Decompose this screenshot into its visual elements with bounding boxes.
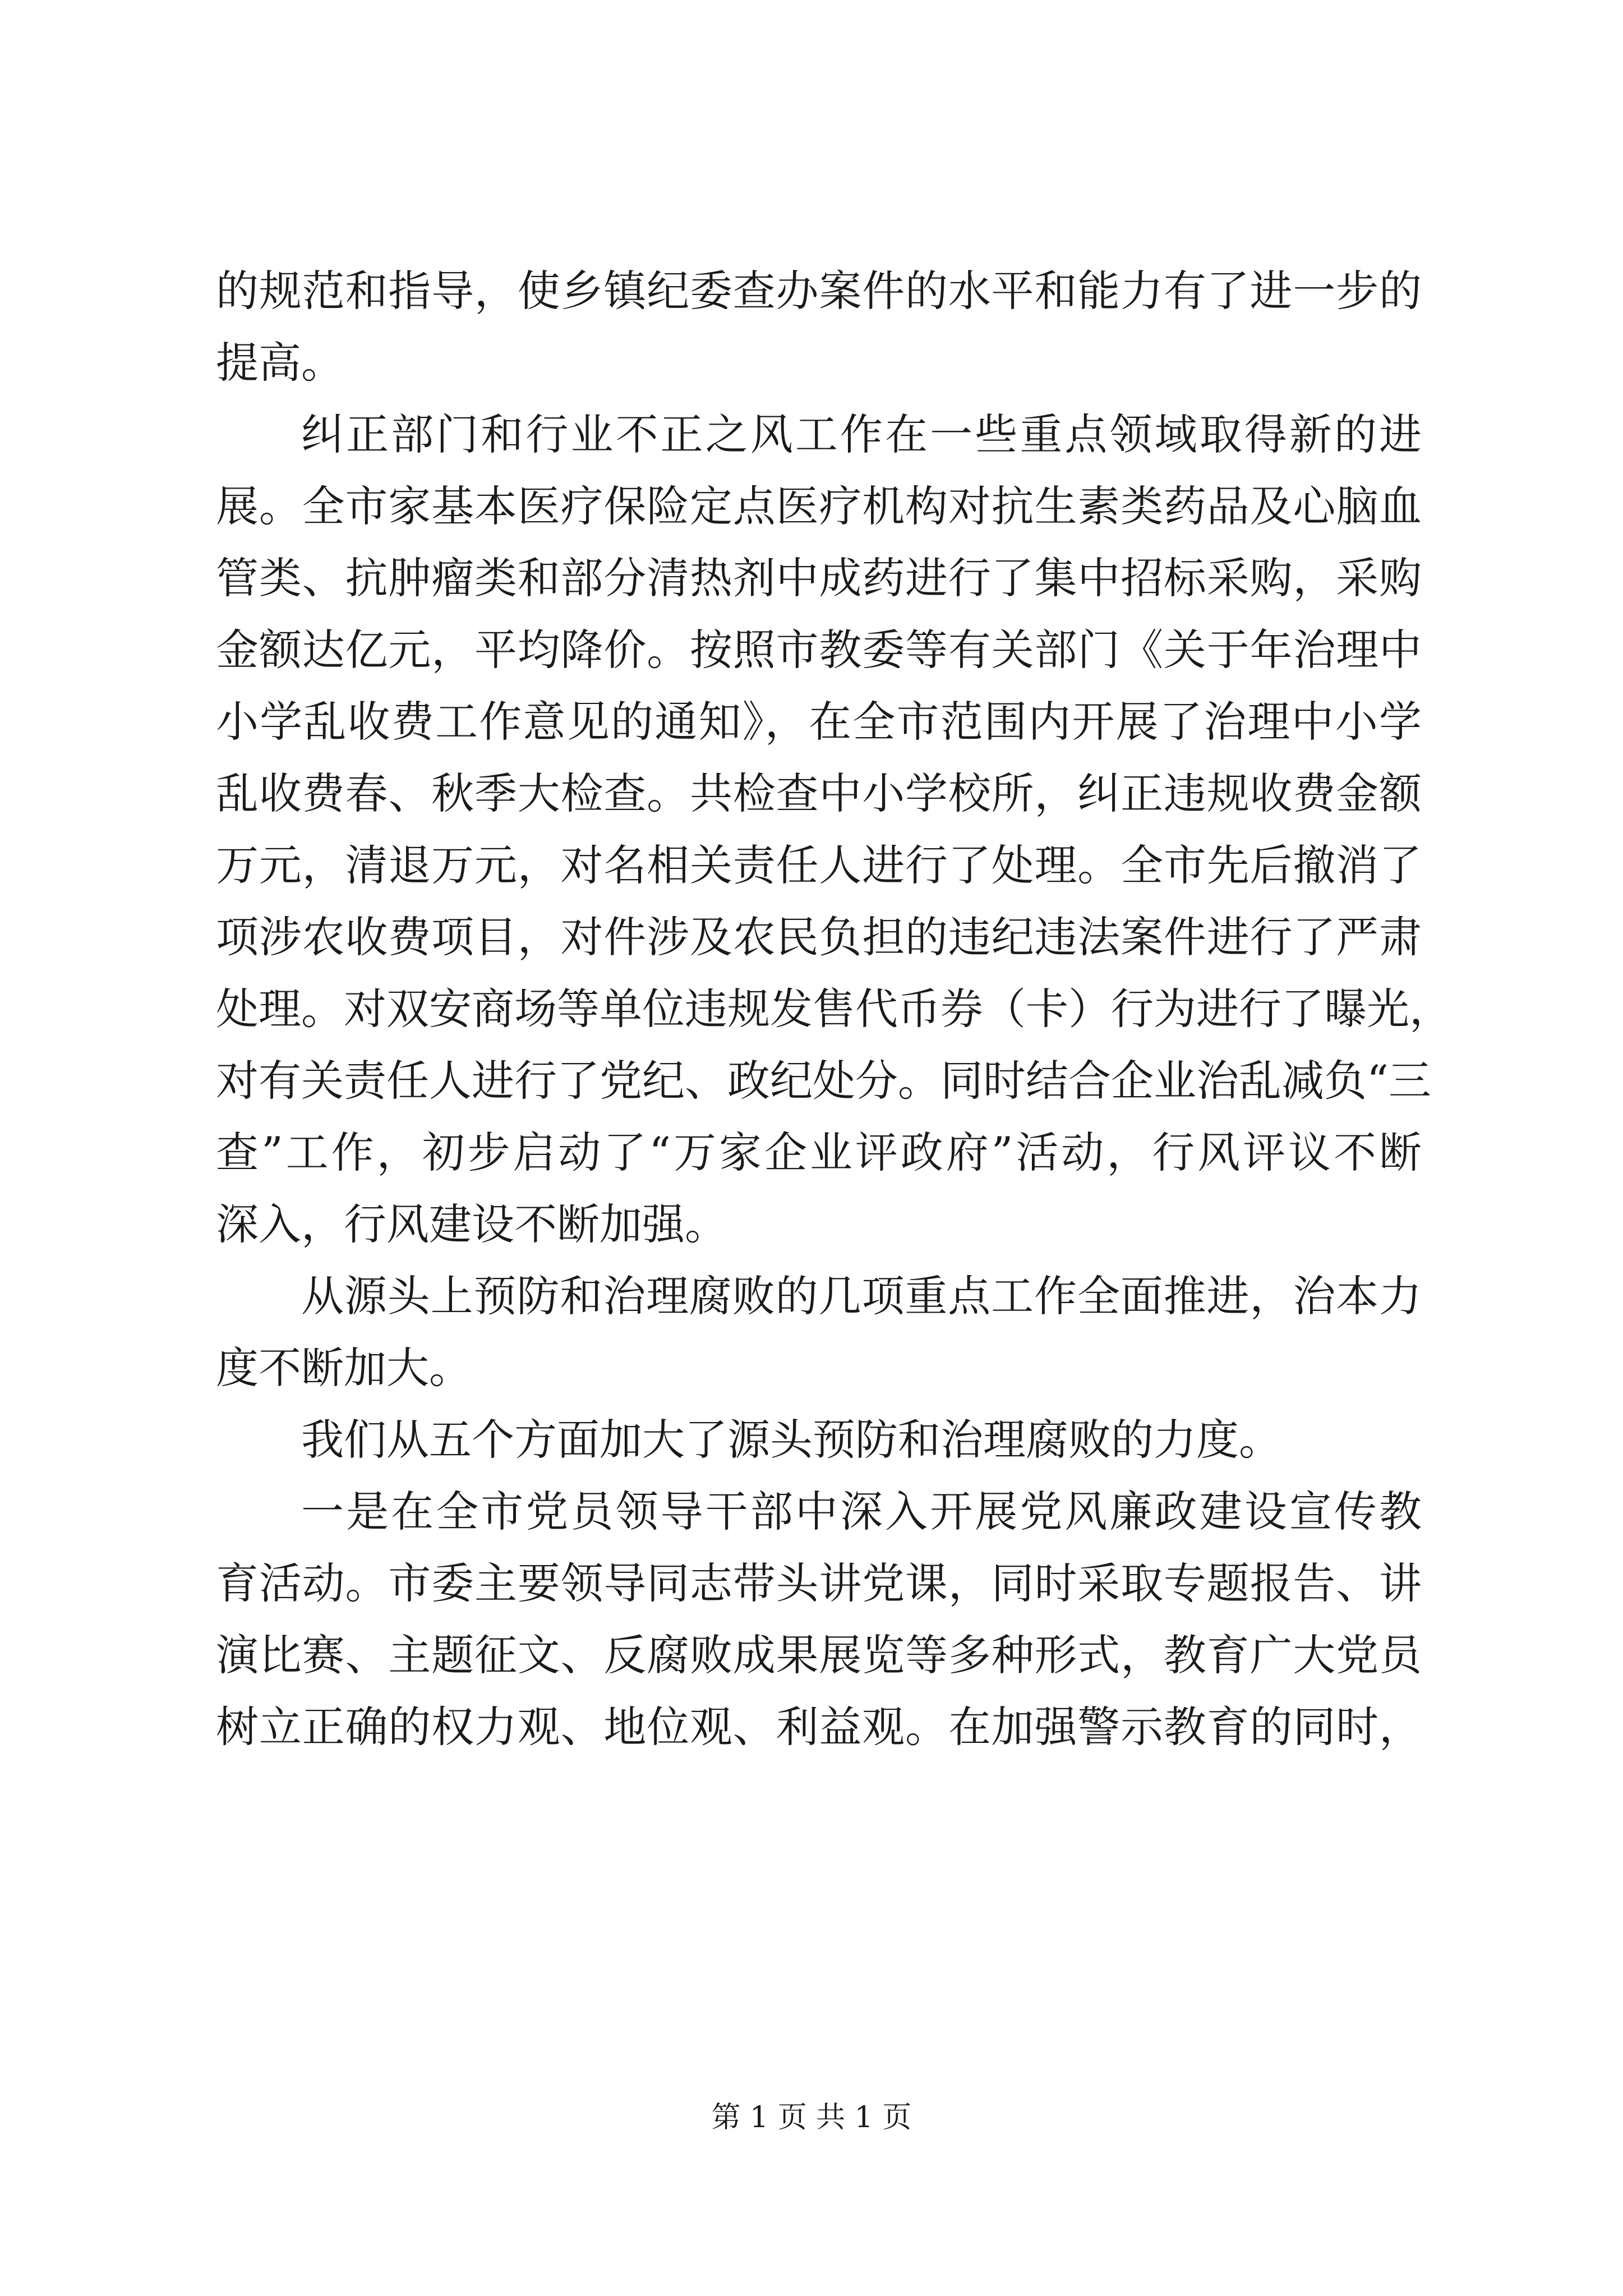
- text-line: 对有关责任人进行了党纪、政纪处分。同时结合企业治乱减负“三: [216, 1056, 1431, 1106]
- text-line: 万元，清退万元，对名相关责任人进行了处理。全市先后撤消了: [216, 840, 1422, 890]
- text-line: 管类、抗肿瘤类和部分清热剂中成药进行了集中招标采购，采购: [216, 553, 1422, 603]
- text-line: 育活动。市委主要领导同志带头讲党课，同时采取专题报告、讲: [216, 1558, 1422, 1608]
- text-line: 乱收费春、秋季大检查。共检查中小学校所，纠正违规收费金额: [216, 769, 1422, 818]
- text-line: 小学乱收费工作意见的通知》，在全市范围内开展了治理中小学: [216, 697, 1422, 747]
- text-line: 深入，行风建设不断加强。: [216, 1199, 727, 1249]
- text-line: 提高。: [216, 338, 344, 388]
- text-line: 度不断加大。: [216, 1343, 472, 1393]
- paragraph-first-line: 纠正部门和行业不正之风工作在一些重点领域取得新的进: [301, 409, 1422, 459]
- text-line: 树立正确的权力观、地位观、利益观。在加强警示教育的同时，: [216, 1702, 1422, 1752]
- text-line: 展。全市家基本医疗保险定点医疗机构对抗生素类药品及心脑血: [216, 481, 1422, 531]
- text-line: 处理。对双安商场等单位违规发售代币券（卡）行为进行了曝光，: [216, 984, 1452, 1034]
- text-line: 项涉农收费项目，对件涉及农民负担的违纪违法案件进行了严肃: [216, 912, 1422, 962]
- text-line: 查”工作，初步启动了“万家企业评政府”活动，行风评议不断: [216, 1128, 1422, 1177]
- document-body: [216, 255, 1452, 1763]
- text-line: 金额达亿元，平均降价。按照市教委等有关部门《关于年治理中: [216, 625, 1422, 675]
- page-number-label: 第 1 页 共 1 页: [711, 2101, 912, 2134]
- text-line: 演比赛、主题征文、反腐败成果展览等多种形式，教育广大党员: [216, 1630, 1422, 1680]
- paragraph-first-line: 我们从五个方面加大了源头预防和治理腐败的力度。: [301, 1415, 1281, 1465]
- paragraph-first-line: 从源头上预防和治理腐败的几项重点工作全面推进，治本力: [301, 1271, 1422, 1321]
- page-footer: [0, 2098, 1623, 2137]
- paragraph-first-line: 一是在全市党员领导干部中深入开展党风廉政建设宣传教: [301, 1487, 1422, 1536]
- text-line: 的规范和指导，使乡镇纪委查办案件的水平和能力有了进一步的: [216, 266, 1422, 316]
